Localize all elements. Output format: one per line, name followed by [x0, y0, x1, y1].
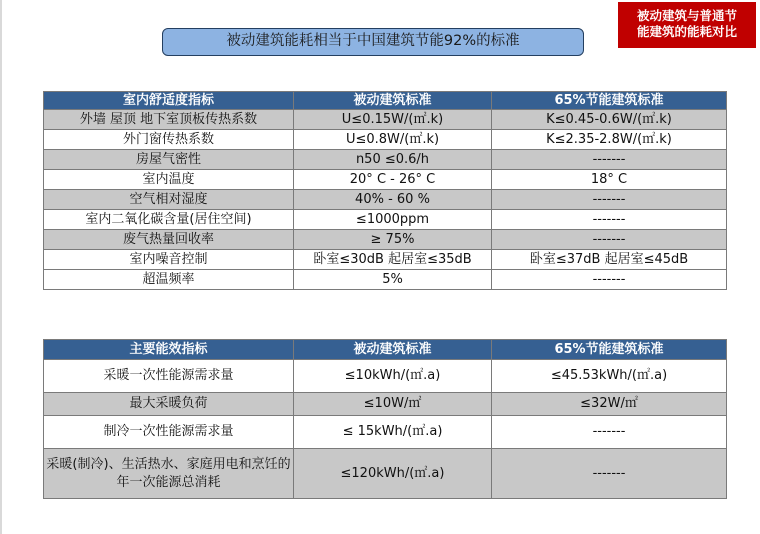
passive-value-cell: 40% - 60 % [294, 190, 492, 210]
table-row [44, 210, 727, 230]
indicator-cell: 采暖一次性能源需求量 [44, 360, 294, 393]
passive-value-cell: ≤1000ppm [294, 210, 492, 230]
table-row [44, 190, 727, 210]
standard-value-cell: ≤32W/㎡ [492, 393, 727, 416]
indicator-cell: 制冷一次性能源需求量 [44, 416, 294, 449]
indicator-cell: 室内二氧化碳含量(居住空间) [44, 210, 294, 230]
comfort-indicators-table [43, 91, 727, 290]
passive-value-cell: n50 ≤0.6/h [294, 150, 492, 170]
table-row [44, 250, 727, 270]
indicator-cell: 最大采暖负荷 [44, 393, 294, 416]
energy-efficiency-table [43, 339, 727, 499]
passive-value-cell: ≤ 15kWh/(㎡.a) [294, 416, 492, 449]
passive-value-cell: U≤0.15W/(㎡.k) [294, 110, 492, 130]
left-edge-strip [0, 0, 2, 534]
column-header: 65%节能建筑标准 [492, 340, 727, 360]
passive-value-cell: 5% [294, 270, 492, 290]
passive-value-cell: 20° C - 26° C [294, 170, 492, 190]
column-header: 主要能效指标 [44, 340, 294, 360]
standard-value-cell: K≤2.35-2.8W/(㎡.k) [492, 130, 727, 150]
indicator-cell: 室内温度 [44, 170, 294, 190]
corner-label [618, 2, 756, 48]
table-header-row [44, 340, 727, 360]
corner-label-line1: 被动建筑与普通节 [636, 8, 737, 23]
table-row [44, 130, 727, 150]
indicator-cell: 采暖(制冷)、生活热水、家庭用电和烹饪的年一次能源总消耗 [44, 449, 294, 499]
page-title: 被动建筑能耗相当于中国建筑节能92%的标准 [162, 28, 584, 56]
column-header: 被动建筑标准 [294, 340, 492, 360]
standard-value-cell: ------- [492, 230, 727, 250]
passive-value-cell: ≤10kWh/(㎡.a) [294, 360, 492, 393]
table-row [44, 170, 727, 190]
standard-value-cell: ------- [492, 416, 727, 449]
standard-value-cell: ------- [492, 190, 727, 210]
standard-value-cell: 18° C [492, 170, 727, 190]
passive-value-cell: ≤10W/㎡ [294, 393, 492, 416]
table-row [44, 416, 727, 449]
standard-value-cell: ------- [492, 449, 727, 499]
indicator-cell: 房屋气密性 [44, 150, 294, 170]
table-row [44, 110, 727, 130]
standard-value-cell: 卧室≤37dB 起居室≤45dB [492, 250, 727, 270]
column-header: 65%节能建筑标准 [492, 92, 727, 110]
standard-value-cell: ------- [492, 210, 727, 230]
table-header-row [44, 92, 727, 110]
table-row [44, 360, 727, 393]
table-row [44, 270, 727, 290]
column-header: 被动建筑标准 [294, 92, 492, 110]
corner-label-line2: 能建筑的能耗对比 [636, 24, 737, 39]
table-row [44, 393, 727, 416]
table-row [44, 230, 727, 250]
table-row [44, 449, 727, 499]
passive-value-cell: U≤0.8W/(㎡.k) [294, 130, 492, 150]
indicator-cell: 外墙 屋顶 地下室顶板传热系数 [44, 110, 294, 130]
passive-value-cell: ≤120kWh/(㎡.a) [294, 449, 492, 499]
passive-value-cell: 卧室≤30dB 起居室≤35dB [294, 250, 492, 270]
column-header: 室内舒适度指标 [44, 92, 294, 110]
indicator-cell: 空气相对湿度 [44, 190, 294, 210]
standard-value-cell: K≤0.45-0.6W/(㎡.k) [492, 110, 727, 130]
indicator-cell: 室内噪音控制 [44, 250, 294, 270]
standard-value-cell: ------- [492, 150, 727, 170]
standard-value-cell: ------- [492, 270, 727, 290]
indicator-cell: 超温频率 [44, 270, 294, 290]
standard-value-cell: ≤45.53kWh/(㎡.a) [492, 360, 727, 393]
indicator-cell: 废气热量回收率 [44, 230, 294, 250]
passive-value-cell: ≥ 75% [294, 230, 492, 250]
table-row [44, 150, 727, 170]
indicator-cell: 外门窗传热系数 [44, 130, 294, 150]
